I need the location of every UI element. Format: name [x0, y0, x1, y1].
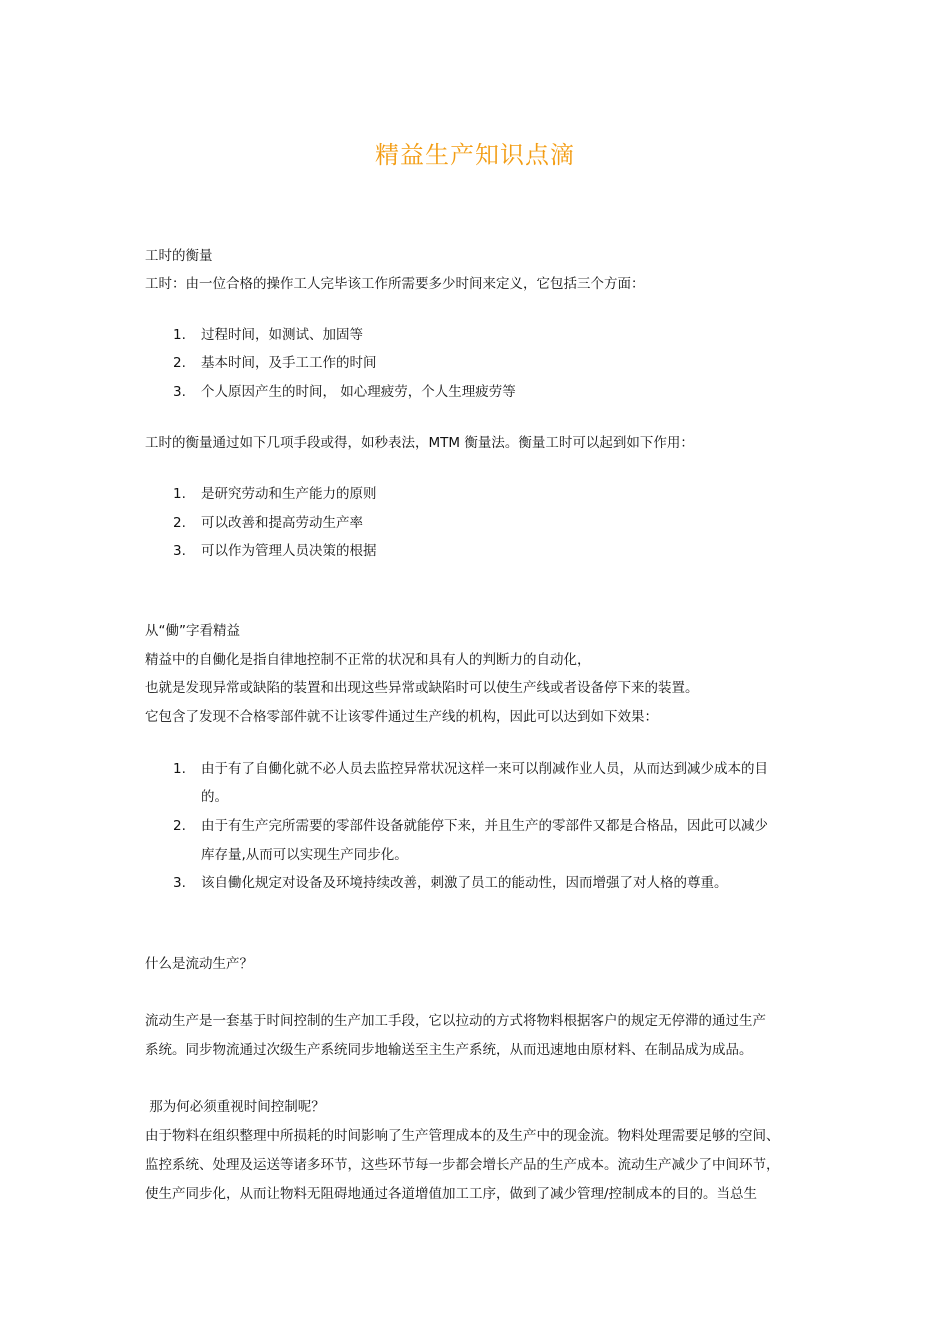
paragraph-line: 流动生产是一套基于时间控制的生产加工手段，它以拉动的方式将物料根据客户的规定无停滞的通过生产 — [145, 1013, 766, 1029]
paragraph-line: 精益中的自働化是指自律地控制不正常的状况和具有人的判断力的自动化， — [145, 652, 591, 668]
section-heading-work-hours: 工时的衡量 — [145, 248, 213, 264]
paragraph-line: 系统。同步物流通过次级生产系统同步地输送至主生产系统，从而迅速地由原材料、在制品成为成品。 — [145, 1042, 753, 1058]
paragraph-line: 它包含了发现不合格零部件就不让该零件通过生产线的机构，因此可以达到如下效果： — [145, 709, 658, 725]
section-intro: 工时：由一位合格的操作工人完毕该工作所需要多少时间来定义，它包括三个方面： — [145, 276, 645, 292]
paragraph-line: 也就是发现异常或缺陷的装置和出现这些异常或缺陷时可以使生产线或者设备停下来的装置。 — [145, 680, 699, 696]
paragraph-line: 监控系统、处理及运送等诸多环节，这些环节每一步都会增长产品的生产成本。流动生产减少了中间环节， — [145, 1157, 780, 1173]
section-heading-jidoka: 从“働”字看精益 — [145, 623, 240, 639]
paragraph-line: 使生产同步化，从而让物料无阻碍地通过各道增值加工工序，做到了减少管理/控制成本的目的。当总生 — [145, 1186, 758, 1202]
paragraph: 工时的衡量通过如下几项手段或得，如秒表法，MTM 衡量法。衡量工时可以起到如下作用： — [145, 435, 694, 451]
paragraph-line: 由于物料在组织整理中所损耗的时间影响了生产管理成本的及生产中的现金流。物料处理需要足够的空间、 — [145, 1128, 780, 1144]
section-heading-time-control: 那为何必须重视时间控制呢？ — [145, 1099, 325, 1115]
page-title: 精益生产知识点滴 — [375, 141, 575, 169]
section-heading-flow-production: 什么是流动生产？ — [145, 956, 253, 972]
